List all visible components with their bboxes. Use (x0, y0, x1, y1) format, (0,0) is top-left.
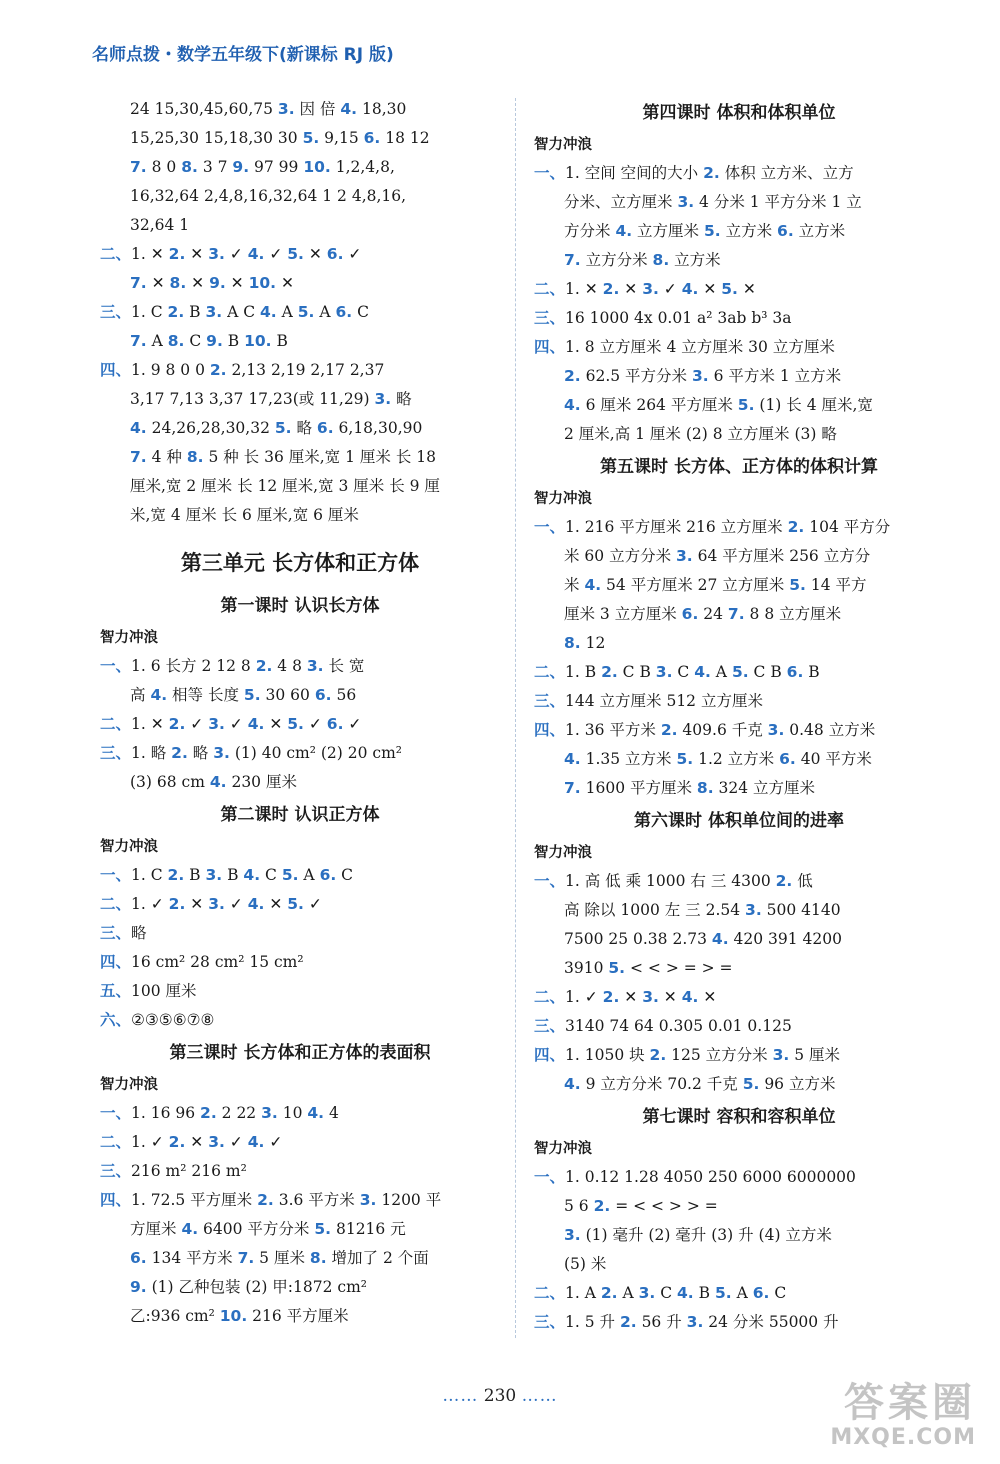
answer-line: 四、1. 1050 块 2. 125 立方分米 3. 5 厘米 (534, 1046, 841, 1064)
answer-line: 分米、立方厘米 3. 4 分米 1 平方分米 1 立 (564, 193, 862, 211)
answer-line: 9. (1) 乙种包装 (2) 甲:1872 cm² (130, 1278, 367, 1296)
answer-line: 二、1. ✕ 2. ✕ 3. ✓ 4. ✓ 5. ✕ 6. ✓ (100, 245, 362, 263)
answer-line: 一、1. 空间 空间的大小 2. 体积 立方米、立方 (534, 164, 854, 182)
answer-line: 二、1. ✕ 2. ✓ 3. ✓ 4. ✕ 5. ✓ 6. ✓ (100, 715, 362, 733)
answer-line: 8. 12 (564, 634, 606, 652)
answer-line: 二、1. A 2. A 3. C 4. B 5. A 6. C (534, 1284, 787, 1302)
answer-line: 三、1. C 2. B 3. A C 4. A 5. A 6. C (100, 303, 369, 321)
answer-line: 一、1. 216 平方厘米 216 立方厘米 2. 104 平方分 (534, 518, 891, 536)
lesson-heading: 第七课时 容积和容积单位 (642, 1107, 836, 1127)
answer-line: 一、1. 16 96 2. 2 22 3. 10 4. 4 (100, 1104, 339, 1122)
answer-line: 二、1. ✓ 2. ✕ 3. ✓ 4. ✓ (100, 1133, 283, 1151)
answer-line: 一、1. 6 长方 2 12 8 2. 4 8 3. 长 宽 (100, 657, 365, 675)
answer-line: 7. 立方分米 8. 立方米 (564, 251, 721, 269)
answer-line: 三、216 m² 216 m² (100, 1162, 247, 1180)
answer-line: (5) 米 (564, 1255, 607, 1273)
answer-line: 15,25,30 15,18,30 30 5. 9,15 6. 18 12 (130, 129, 430, 147)
answer-line: 4. 24,26,28,30,32 5. 略 6. 6,18,30,90 (130, 419, 423, 437)
section-subheading: 智力冲浪 (100, 630, 158, 646)
answer-line: 3. (1) 毫升 (2) 毫升 (3) 升 (4) 立方米 (564, 1226, 832, 1244)
answer-line: 4. 1.35 立方米 5. 1.2 立方米 6. 40 平方米 (564, 750, 872, 768)
answer-line: 米 4. 54 平方厘米 27 立方厘米 5. 14 平方 (564, 576, 867, 594)
lesson-heading: 第二课时 认识正方体 (220, 805, 380, 825)
answer-line: 三、1. 略 2. 略 3. (1) 40 cm² (2) 20 cm² (100, 744, 403, 762)
column-divider (515, 98, 516, 1338)
book-header: 名师点拨・数学五年级下(新课标 RJ 版) (92, 45, 394, 65)
answer-line: 7. 8 0 8. 3 7 9. 97 99 10. 1,2,4,8, (130, 158, 395, 176)
watermark-text: 答案圈 (844, 1380, 976, 1426)
answer-line: 米,宽 4 厘米 长 6 厘米,宽 6 厘米 (130, 506, 359, 524)
answer-line: 5 6 2. = < < > > = (564, 1197, 718, 1215)
section-subheading: 智力冲浪 (100, 1077, 158, 1093)
answer-line: 高 4. 相等 长度 5. 30 60 6. 56 (130, 686, 357, 704)
lesson-heading: 第五课时 长方体、正方体的体积计算 (600, 457, 878, 477)
answer-line: 二、1. ✓ 2. ✕ 3. ✓ 4. ✕ 5. ✓ (100, 895, 322, 913)
answer-line: 4. 9 立方分米 70.2 千克 5. 96 立方米 (564, 1075, 836, 1093)
answer-line: 方厘米 4. 6400 平方分米 5. 81216 元 (130, 1220, 406, 1238)
watermark-url: MXQE.COM (830, 1425, 976, 1450)
watermark-logo (830, 1381, 976, 1450)
answer-line: 二、1. ✓ 2. ✕ 3. ✕ 4. ✕ (534, 988, 717, 1006)
answer-line: (3) 68 cm 4. 230 厘米 (130, 773, 297, 791)
answer-line: 7. A 8. C 9. B 10. B (130, 332, 288, 350)
answer-line: 厘米 3 立方厘米 6. 24 7. 8 8 立方厘米 (564, 605, 842, 623)
answer-line: 四、1. 8 立方厘米 4 立方厘米 30 立方厘米 (534, 338, 835, 356)
answer-line: 6. 134 平方米 7. 5 厘米 8. 增加了 2 个面 (130, 1249, 429, 1267)
lesson-heading: 第四课时 体积和体积单位 (642, 103, 836, 123)
answer-line: 厘米,宽 2 厘米 长 12 厘米,宽 3 厘米 长 9 厘 (130, 477, 440, 495)
answer-line: 三、1. 5 升 2. 56 升 3. 24 分米 55000 升 (534, 1313, 839, 1331)
answer-line: 3910 5. < < > = > = (564, 959, 733, 977)
section-subheading: 智力冲浪 (534, 137, 592, 153)
left-column (100, 95, 500, 1331)
answer-line: 二、1. B 2. C B 3. C 4. A 5. C B 6. B (534, 663, 820, 681)
answer-line: 32,64 1 (130, 216, 190, 234)
answer-line: 24 15,30,45,60,75 3. 因 倍 4. 18,30 (130, 100, 407, 118)
answer-line: 三、144 立方厘米 512 立方厘米 (534, 692, 763, 710)
lesson-heading: 第一课时 认识长方体 (220, 596, 380, 616)
answer-line: 乙:936 cm² 10. 216 平方厘米 (130, 1307, 349, 1325)
answer-line: 四、1. 36 平方米 2. 409.6 千克 3. 0.48 立方米 (534, 721, 876, 739)
lesson-heading: 第六课时 体积单位间的进率 (634, 811, 844, 831)
answer-line: 7. 1600 平方厘米 8. 324 立方厘米 (564, 779, 816, 797)
answer-line: 米 60 立方分米 3. 64 平方厘米 256 立方分 (564, 547, 871, 565)
answer-line: 一、1. 高 低 乘 1000 右 三 4300 2. 低 (534, 872, 813, 890)
answer-line: 三、16 1000 4x 0.01 a² 3ab b³ 3a (534, 309, 792, 327)
answer-line: 4. 6 厘米 264 平方厘米 5. (1) 长 4 厘米,宽 (564, 396, 873, 414)
footer-dots-right: …… (521, 1386, 558, 1406)
answer-line: 高 除以 1000 左 三 2.54 3. 500 4140 (564, 901, 841, 919)
answer-line: 六、②③⑤⑥⑦⑧ (100, 1011, 215, 1029)
answer-line: 五、100 厘米 (100, 982, 197, 1000)
answer-line: 7. ✕ 8. ✕ 9. ✕ 10. ✕ (130, 274, 294, 292)
answer-line: 16,32,64 2,4,8,16,32,64 1 2 4,8,16, (130, 187, 407, 205)
answer-line: 二、1. ✕ 2. ✕ 3. ✓ 4. ✕ 5. ✕ (534, 280, 756, 298)
page-number: 230 (483, 1386, 517, 1406)
answer-line: 3,17 7,13 3,37 17,23(或 11,29) 3. 略 (130, 390, 412, 408)
section-subheading: 智力冲浪 (534, 491, 592, 507)
answer-line: 2 厘米,高 1 厘米 (2) 8 立方厘米 (3) 略 (564, 425, 837, 443)
section-subheading: 智力冲浪 (534, 1141, 592, 1157)
unit-heading: 第三单元 长方体和正方体 (180, 551, 420, 575)
answer-line: 7500 25 0.38 2.73 4. 420 391 4200 (564, 930, 842, 948)
right-column (534, 95, 944, 1337)
answer-line: 四、1. 9 8 0 0 2. 2,13 2,19 2,17 2,37 (100, 361, 385, 379)
footer-dots-left: …… (442, 1386, 479, 1406)
section-subheading: 智力冲浪 (534, 845, 592, 861)
answer-line: 2. 62.5 平方分米 3. 6 平方米 1 立方米 (564, 367, 842, 385)
answer-line: 一、1. 0.12 1.28 4050 250 6000 6000000 (534, 1168, 856, 1186)
answer-line: 三、3140 74 64 0.305 0.01 0.125 (534, 1017, 792, 1035)
answer-line: 四、16 cm² 28 cm² 15 cm² (100, 953, 304, 971)
section-subheading: 智力冲浪 (100, 839, 158, 855)
lesson-heading: 第三课时 长方体和正方体的表面积 (169, 1043, 431, 1063)
answer-line: 方分米 4. 立方厘米 5. 立方米 6. 立方米 (564, 222, 846, 240)
answer-line: 三、略 (100, 924, 147, 942)
answer-line: 四、1. 72.5 平方厘米 2. 3.6 平方米 3. 1200 平 (100, 1191, 442, 1209)
answer-line: 7. 4 种 8. 5 种 长 36 厘米,宽 1 厘米 长 18 (130, 448, 436, 466)
answer-line: 一、1. C 2. B 3. B 4. C 5. A 6. C (100, 866, 354, 884)
